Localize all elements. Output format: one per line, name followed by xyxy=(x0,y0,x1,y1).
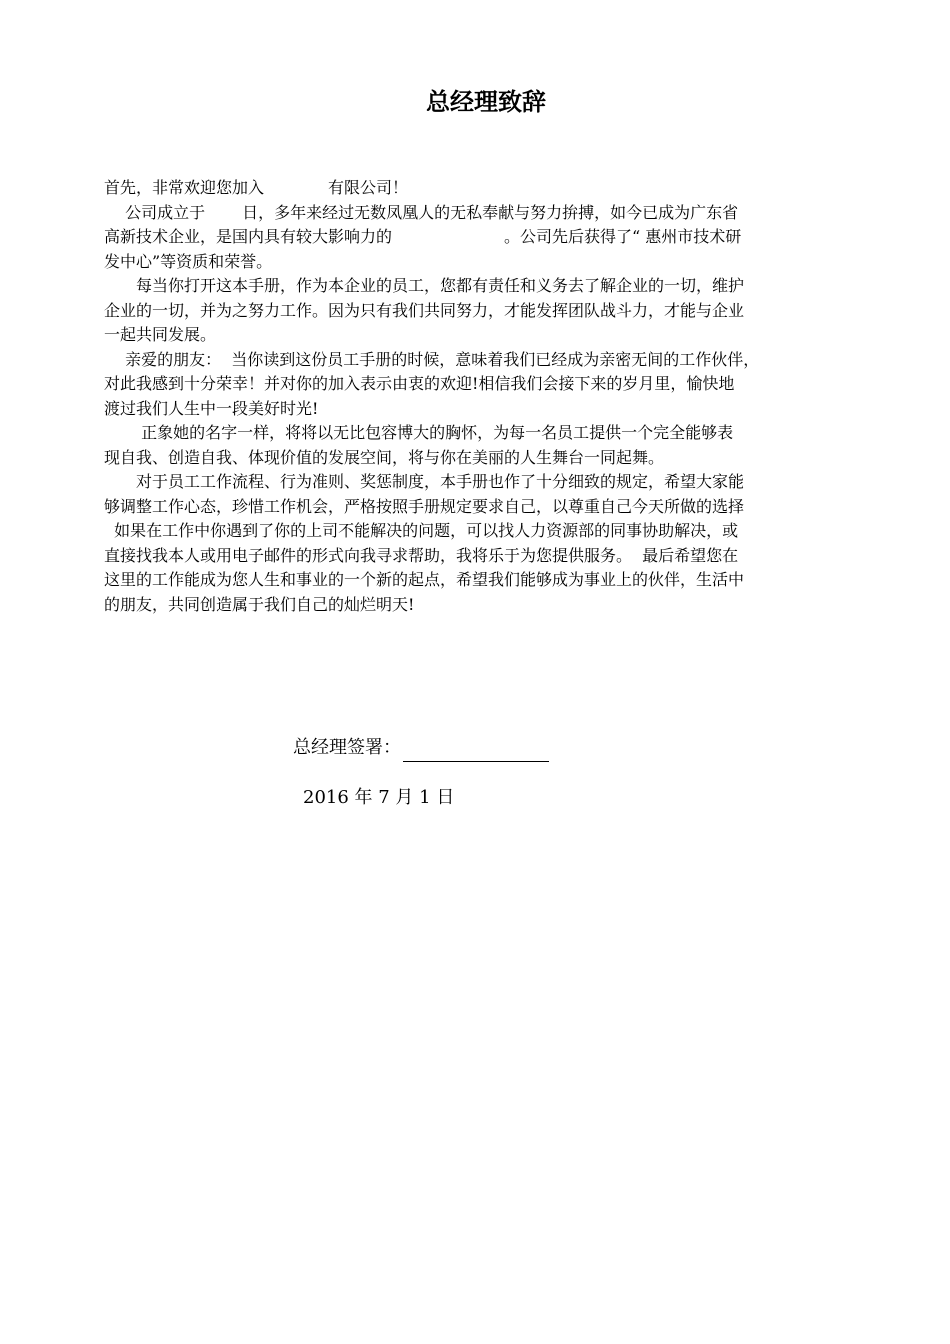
text-line: 亲爱的朋友： 当你读到这份员工手册的时候，意味着我们已经成为亲密无间的工作伙伴， xyxy=(104,349,760,369)
text-line: 对此我感到十分荣幸！并对你的加入表示由衷的欢迎!相信我们会接下来的岁月里，愉快地 xyxy=(104,374,735,393)
text-line: 首先，非常欢迎您加入 有限公司！ xyxy=(104,178,409,197)
letter-body xyxy=(104,176,884,617)
paragraph-name xyxy=(104,421,884,470)
text-line: 公司成立于 日，多年来经过无数凤凰人的无私奉献与努力拚搏，如今已成为广东省 xyxy=(104,202,739,222)
signature-line xyxy=(403,739,549,762)
letter-date: 2016 年 7 月 1 日 xyxy=(303,787,455,808)
text-line: 如果在工作中你遇到了你的上司不能解决的问题，可以找人力资源部的同事协助解决，或 xyxy=(104,521,739,540)
text-line: 发中心”等资质和荣誉。 xyxy=(104,251,273,271)
page-title: 总经理致辞 xyxy=(426,88,546,116)
text-line: 够调整工作心态，珍惜工作机会，严格按照手册规定要求自己，以尊重自己今天所做的选择 xyxy=(104,496,745,516)
signature-block xyxy=(293,734,549,762)
text-line: 这里的工作能成为您人生和事业的一个新的起点，希望我们能够成为事业上的伙伴，生活中 xyxy=(104,570,745,589)
text-line: 直接找我本人或用电子邮件的形式向我寻求帮助，我将乐于为您提供服务。 最后希望您在 xyxy=(104,545,739,565)
text-line: 对于员工工作流程、行为准则、奖惩制度，本手册也作了十分细致的规定，希望大家能 xyxy=(104,472,745,491)
text-line: 的朋友，共同创造属于我们自己的灿烂明天! xyxy=(104,594,415,614)
paragraph-dear-friend xyxy=(104,348,884,422)
paragraph-company-intro xyxy=(104,201,884,275)
text-line: 正象她的名字一样，将将以无比包容博大的胸怀，为每一名员工提供一个完全能够表 xyxy=(104,423,734,442)
paragraph-handbook xyxy=(104,274,884,348)
signature-label: 总经理签署： xyxy=(293,737,401,758)
paragraph-welcome xyxy=(104,176,884,201)
paragraph-rules xyxy=(104,470,884,617)
text-line: 现自我、创造自我、体现价值的发展空间，将与你在美丽的人生舞台一同起舞。 xyxy=(104,447,665,467)
text-line: 渡过我们人生中一段美好时光! xyxy=(104,398,319,418)
text-line: 高新技术企业，是国内具有较大影响力的 。公司先后获得了“ 惠州市技术研 xyxy=(104,227,742,246)
text-line: 一起共同发展。 xyxy=(104,325,217,344)
text-line: 企业的一切，并为之努力工作。因为只有我们共同努力，才能发挥团队战斗力，才能与企业 xyxy=(104,300,745,320)
text-line: 每当你打开这本手册，作为本企业的员工，您都有责任和义务去了解企业的一切，维护 xyxy=(104,276,745,295)
